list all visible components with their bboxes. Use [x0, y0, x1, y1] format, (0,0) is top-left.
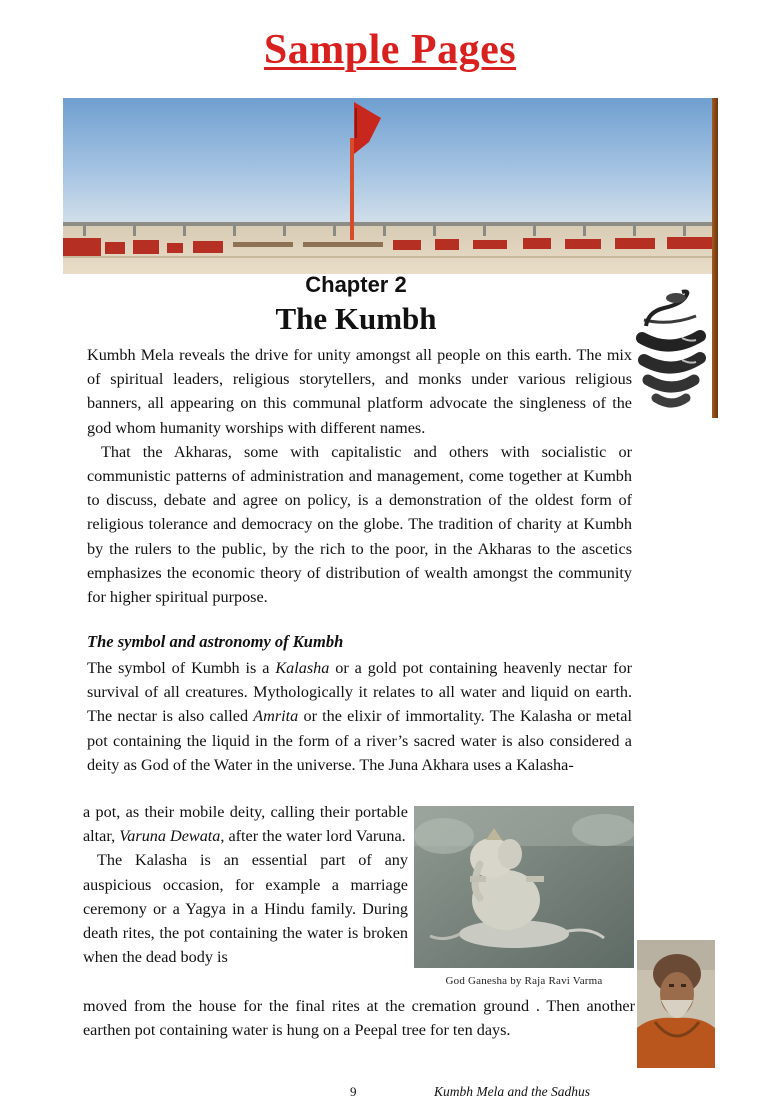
sadhu-portrait [637, 940, 715, 1068]
ganesha-painting [414, 806, 634, 968]
section-narrow-column [83, 800, 408, 969]
sample-pages-title: Sample Pages [263, 27, 517, 73]
intro-paragraph-2: That the Akharas, some with capitalistic and others with socialistic or communistic patterns of administration and management, come together at Kumbh to discuss, debate and agree on policy, is a demonstration of the oldest form of religious tolerance and democracy on the globe. The tradition of charity at Kumbh by the rulers to the public, by the rich to the poor, in the Akharas to the ascetics emphasizes the economic theory of distribution of wealth amongst the community for higher spiritual purpose. [87, 442, 632, 607]
page-edge [712, 98, 718, 418]
term-varuna-dewata: Varuna Dewata [119, 827, 221, 846]
term-amrita: Amrita [253, 707, 299, 726]
kalasha-paragraph-continued: moved from the house for the final rites at the cremation ground . Then another earthen pot containing water is hung on a Peepal tree for ten days. [83, 997, 635, 1040]
text-run: , after the water lord Varuna. [220, 827, 406, 846]
chapter-label: Chapter 2 [305, 272, 407, 297]
intro-text [87, 343, 632, 609]
section-heading: The symbol and astronomy of Kumbh [87, 632, 344, 651]
chapter-title: The Kumbh [275, 301, 437, 336]
kalasha-paragraph: The Kalasha is an essential part of any auspicious occasion, for example a marriage ceremony or a Yagya in a Hindu family. During death rites, the pot containing the water is broken when the dead body is [83, 851, 408, 967]
text-run: or the elixir of immortality. The Kalasha or metal pot containing the liquid in the form of a river’s sacred water is also considered a deity as God of the Water in the universe. The Juna Akhara uses a Kalasha- [87, 707, 632, 774]
text-run: The symbol of Kumbh is a [87, 659, 276, 677]
kumbh-flag-photo [63, 98, 713, 274]
intro-paragraph-1: Kumbh Mela reveals the drive for unity amongst all people on this earth. The mix of spiritual leaders, religious storytellers, and monks under various religious banners, all appearing on this communal platform advocate the singleness of the god whom humanity worships with different names. [87, 346, 632, 437]
term-kalasha: Kalasha [275, 659, 330, 677]
text-run: or a gold pot containing heavenly nectar for survival of all creatures. Mythologically it relates to all water and liquid on earth. The nectar is also called [87, 659, 632, 726]
section-paragraph-1 [87, 656, 632, 777]
serpent-pot-illustration [630, 286, 710, 414]
text-run: a pot, as their mobile deity, calling their portable altar, [83, 803, 408, 846]
ganesha-caption: God Ganesha by Raja Ravi Varma [445, 975, 603, 987]
running-title: Kumbh Mela and the Sadhus [434, 1084, 590, 1099]
page-number: 9 [350, 1084, 357, 1099]
